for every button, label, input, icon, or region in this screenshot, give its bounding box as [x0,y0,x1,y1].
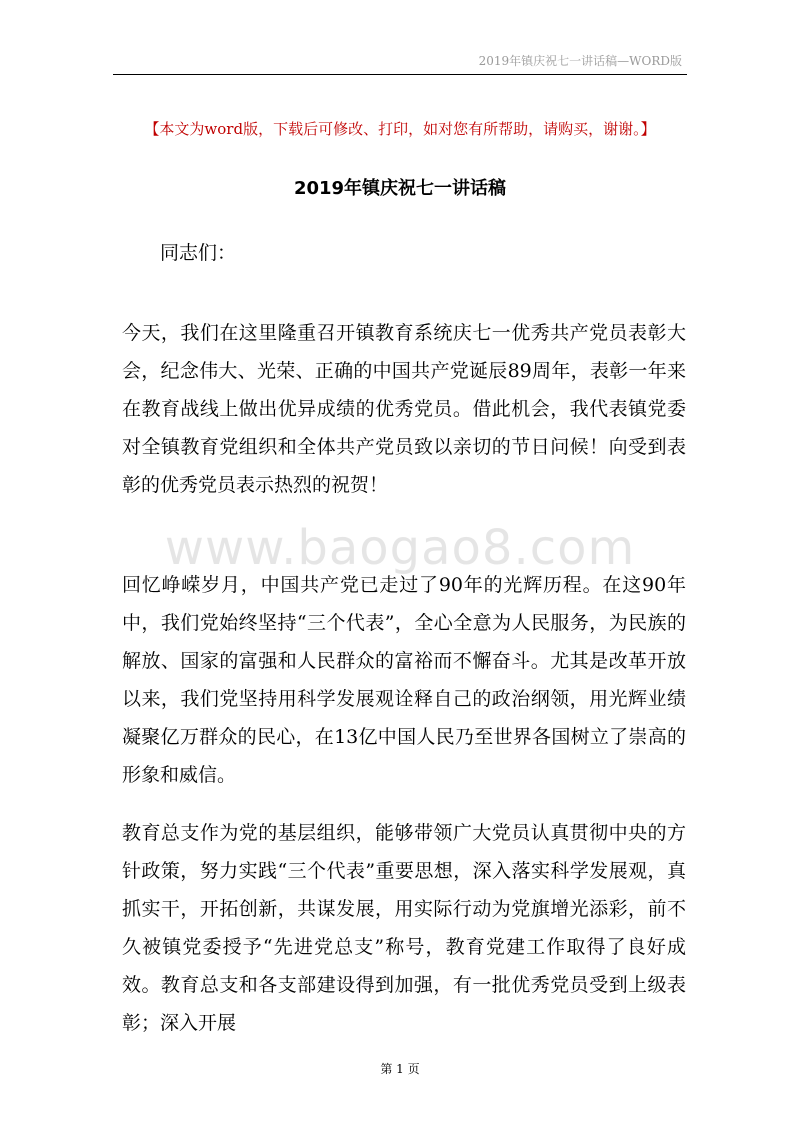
paragraph-3: 教育总支作为党的基层组织，能够带领广大党员认真贯彻中央的方针政策，努力实践“三个代表”重要思想，深入落实科学发展观，真抓实干，开拓创新，共谋发展，用实际行动为党旗增光添彩，前不久被镇党委授予“先进党总支”称号，教育党建工作取得了良好成效。教育总支和各支部建设得到加强，有一批优秀党员受到上级表彰；深入开展 [122,822,686,1034]
salutation: 同志们： [160,242,237,264]
paragraph-1: 今天，我们在这里隆重召开镇教育系统庆七一优秀共产党员表彰大会，纪念伟大、光荣、正确的中国共产党诞辰89周年，表彰一年来在教育战线上做出优异成绩的优秀党员。借此机会，我代表镇党委对全镇教育党组织和全体共产党员致以亲切的节日问候！向受到表彰的优秀党员表示热烈的祝贺！ [122,322,686,496]
paragraph-2: 回忆峥嵘岁月，中国共产党已走过了90年的光辉历程。在这90年中，我们党始终坚持“三个代表”，全心全意为人民服务，为民族的解放、国家的富强和人民群众的富裕而不懈奋斗。尤其是改革开放以来，我们党坚持用科学发展观诠释自己的政治纲领，用光辉业绩凝聚亿万群众的民心，在13亿中国人民乃至世界各国树立了崇高的形象和威信。 [122,574,686,786]
document-title: 2019年镇庆祝七一讲话稿 [293,178,507,199]
page-number: 第 1 页 [380,1062,420,1076]
header-divider [113,74,687,75]
download-notice: 【本文为word版，下载后可修改、打印，如对您有所帮助，请购买，谢谢。】 [144,120,656,138]
running-header: 2019年镇庆祝七一讲话稿—WORD版 [478,54,682,68]
watermark: www.baogao8.com [164,520,636,576]
